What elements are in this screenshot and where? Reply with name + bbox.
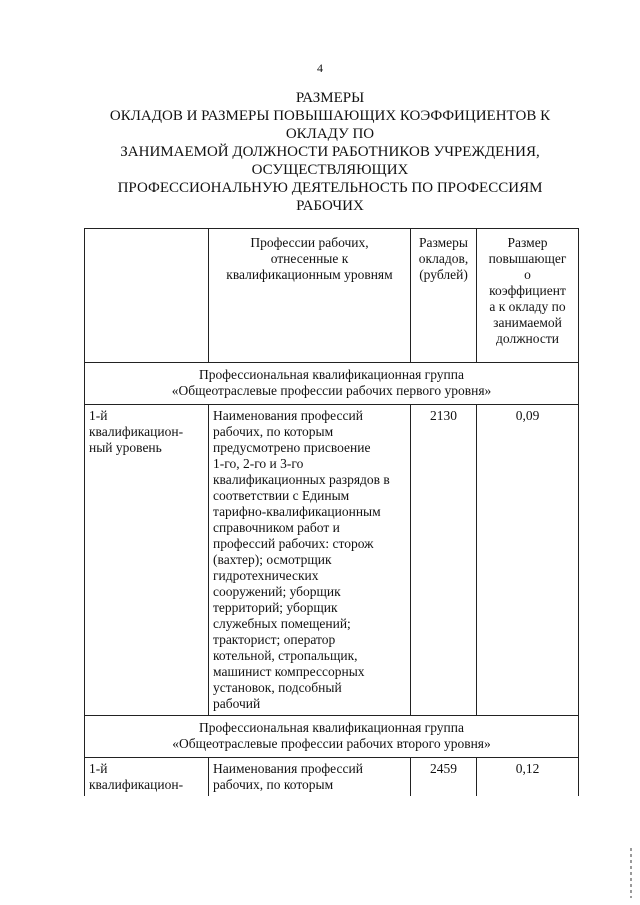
group-title: Профессиональная квалификационная группа «Общеотраслевые профессии рабочих первого уровня» xyxy=(85,363,579,405)
professions-cell: Наименования профессий рабочих, по которым xyxy=(209,758,411,797)
document-title xyxy=(60,89,600,215)
title-line: ОКЛАДУ ПО xyxy=(285,126,375,142)
table-row xyxy=(85,405,579,716)
title-line: РАЗМЕРЫ xyxy=(295,90,365,106)
qualification-level-cell: 1-й квалификацион- xyxy=(85,758,209,797)
salary-value: 2459 xyxy=(411,758,477,797)
table-row xyxy=(85,758,579,797)
title-line: ОСУЩЕСТВЛЯЮЩИХ xyxy=(251,162,409,178)
salary-value: 2130 xyxy=(411,405,477,716)
header-salary-column: Размеры окладов, (рублей) xyxy=(411,229,477,363)
coefficient-value: 0,09 xyxy=(477,405,579,716)
professions-cell: Наименования профессий рабочих, по которым предусмотрено присвоение 1-го, 2-го и 3-го квалификационных разрядов в соответствии с Единым тарифно-квалификационным справочником работ и профессий рабочих: сторож (вахтер); осмотрщик гидротехнических сооружений; уборщик территорий; уборщик служебных помещений; тракторист; оператор котельной, стропальщик, машинист компрессорных установок, подсобный рабочий xyxy=(209,405,411,716)
title-line: ЗАНИМАЕМОЙ ДОЛЖНОСТИ РАБОТНИКОВ УЧРЕЖДЕНИЯ, xyxy=(120,144,540,160)
group-title-row xyxy=(85,716,579,758)
header-professions-column: Профессии рабочих, отнесенные к квалификационным уровням xyxy=(209,229,411,363)
table-header-row xyxy=(85,229,579,363)
scan-edge-mark xyxy=(630,848,632,898)
header-level-column xyxy=(85,229,209,363)
title-line: РАБОЧИХ xyxy=(296,198,364,214)
group-title-row xyxy=(85,363,579,405)
title-line: ПРОФЕССИОНАЛЬНУЮ ДЕЯТЕЛЬНОСТЬ ПО ПРОФЕССИЯМ xyxy=(117,180,543,196)
page-bottom-edge xyxy=(0,854,640,905)
group-title: Профессиональная квалификационная группа «Общеотраслевые профессии рабочих второго уровня» xyxy=(85,716,579,758)
title-line: ОКЛАДОВ И РАЗМЕРЫ ПОВЫШАЮЩИХ КОЭФФИЦИЕНТОВ К xyxy=(109,108,551,124)
header-coefficient-column: Размер повышающег о коэффициент а к окладу по занимаемой должности xyxy=(477,229,579,363)
page-number: 4 xyxy=(317,61,323,75)
coefficient-value: 0,12 xyxy=(477,758,579,797)
qualification-level-cell: 1-й квалификацион- ный уровень xyxy=(85,405,209,716)
salary-table xyxy=(84,228,579,796)
